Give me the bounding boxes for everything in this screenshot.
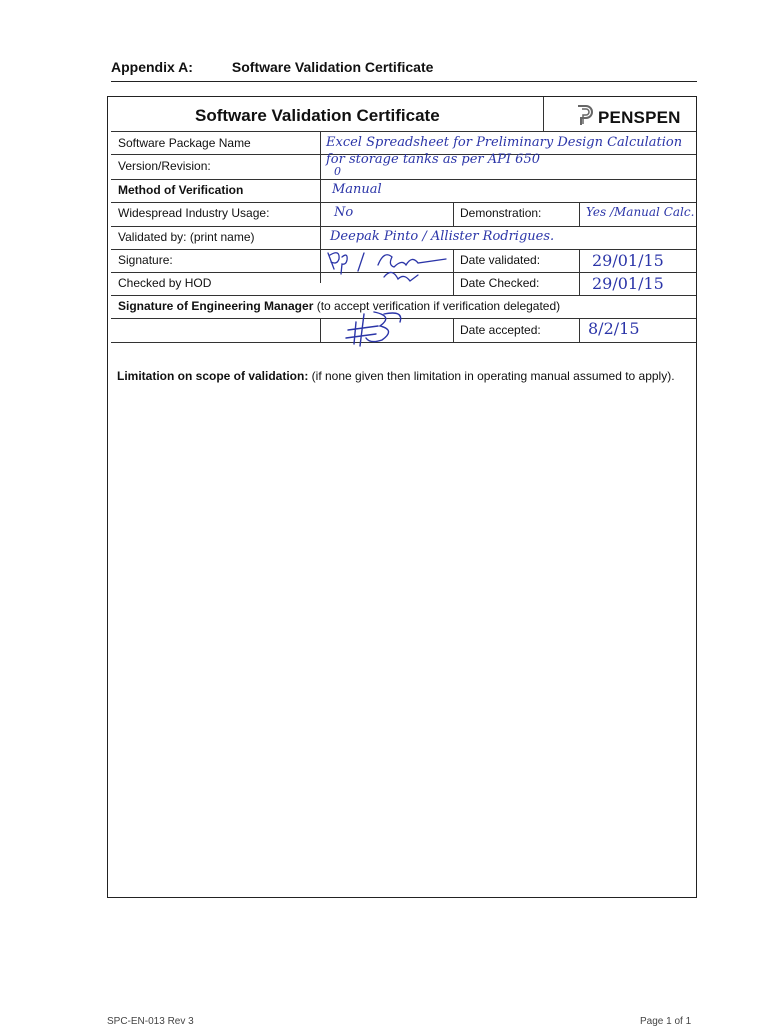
company-logo (575, 104, 681, 131)
date-checked-value: 29/01/15 (592, 274, 664, 293)
package-name-label: Software Package Name (118, 136, 251, 150)
date-validated-value: 29/01/15 (592, 251, 664, 270)
date-validated-label: Date validated: (460, 253, 541, 267)
row-line (111, 202, 696, 203)
penspen-logo-icon (575, 104, 595, 131)
logo-text: PENSPEN (598, 107, 681, 127)
version-label: Version/Revision: (118, 159, 211, 173)
date-accepted-label: Date accepted: (460, 323, 541, 337)
version-revision-value: 0 (334, 165, 341, 178)
validated-by-value: Deepak Pinto / Allister Rodrigues. (330, 229, 555, 244)
validator-signature (322, 247, 452, 293)
version-value: for storage tanks as per API 650 (326, 152, 540, 167)
header-divider (543, 97, 544, 131)
demonstration-label: Demonstration: (460, 206, 542, 220)
appendix-label: Appendix A: (111, 59, 193, 75)
method-label: Method of Verification (118, 183, 244, 197)
date-accepted-value: 8/2/15 (588, 319, 640, 338)
limitation-text: (if none given then limitation in operating manual assumed to apply). (308, 369, 675, 383)
demonstration-value: Yes /Manual Calc. (586, 205, 695, 219)
row-line (111, 179, 696, 180)
column-divider (453, 202, 454, 226)
row-line (111, 131, 696, 132)
engineering-manager-label-note: (to accept verification if verification delegated) (313, 299, 561, 313)
limitation-label: Limitation on scope of validation: (117, 369, 309, 383)
date-checked-label: Date Checked: (460, 276, 540, 290)
column-divider (579, 318, 580, 342)
row-line (111, 226, 696, 227)
row-line (111, 295, 696, 296)
column-divider (453, 249, 454, 295)
engineering-manager-signature (334, 304, 424, 350)
package-name-value: Excel Spreadsheet for Preliminary Design Calculation (326, 135, 683, 150)
column-divider (579, 249, 580, 295)
industry-usage-value: No (334, 205, 354, 220)
checked-by-label: Checked by HOD (118, 276, 212, 290)
column-divider (320, 318, 321, 342)
validated-by-label: Validated by: (print name) (118, 230, 255, 244)
column-divider (320, 131, 321, 283)
appendix-heading (111, 59, 697, 82)
industry-usage-label: Widespread Industry Usage: (118, 206, 270, 220)
column-divider (579, 202, 580, 226)
method-value: Manual (332, 182, 382, 197)
limitation-statement (117, 369, 693, 384)
engineering-manager-label-bold: Signature of Engineering Manager (118, 299, 314, 313)
page-number: Page 1 of 1 (640, 1016, 692, 1027)
validation-certificate (107, 96, 697, 898)
appendix-title: Software Validation Certificate (231, 59, 434, 75)
certificate-title: Software Validation Certificate (195, 106, 440, 125)
document-reference: SPC-EN-013 Rev 3 (107, 1016, 194, 1027)
signature-label: Signature: (118, 253, 173, 267)
column-divider (453, 318, 454, 342)
